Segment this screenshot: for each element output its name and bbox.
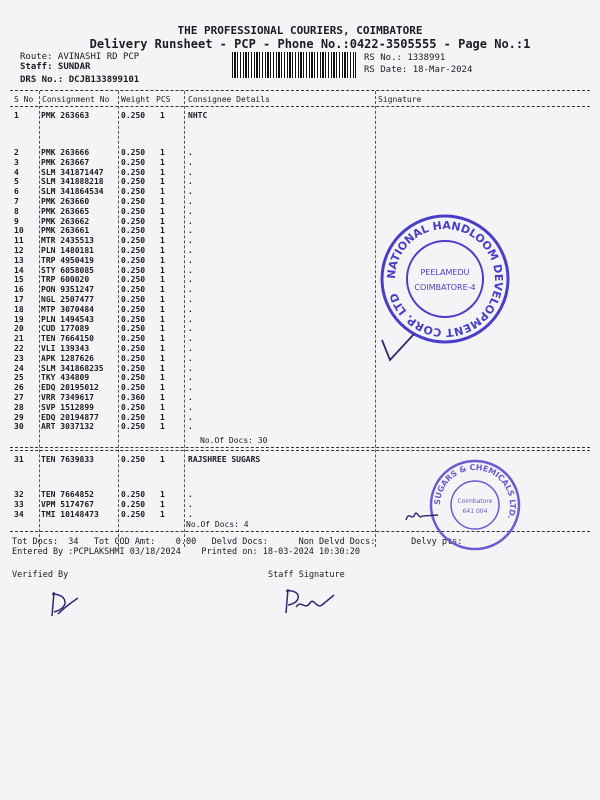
cell-pcs: 1 xyxy=(160,402,165,412)
cell-pcs: 1 xyxy=(160,236,165,246)
cell-consignment: APK 1287626 xyxy=(41,353,94,363)
cell-pcs: 1 xyxy=(160,393,165,402)
cell-consignment: PON 9351247 xyxy=(41,285,94,295)
cell-weight: 0.250 xyxy=(121,226,146,236)
cell-sno: 5 xyxy=(14,177,19,187)
cell-consignee: . xyxy=(188,236,193,246)
cell-sno: 24 xyxy=(14,363,24,373)
cell-consignment: PMK 263666 xyxy=(41,148,90,157)
cell-pcs: 1 xyxy=(160,111,165,120)
cell-sno: 33 xyxy=(14,500,24,509)
cell-pcs: 1 xyxy=(160,216,165,226)
cell-consignee: . xyxy=(188,265,193,275)
cell-pcs: 1 xyxy=(160,304,165,314)
cell-weight: 0.250 xyxy=(121,373,146,383)
cell-pcs: 1 xyxy=(160,412,165,422)
cell-sno: 31 xyxy=(14,455,24,464)
col-consignment: Consignment No xyxy=(42,95,110,104)
cell-pcs: 1 xyxy=(160,295,165,304)
cell-pcs: 1 xyxy=(160,383,165,393)
cell-pcs: 1 xyxy=(160,246,165,255)
cell-sno: 34 xyxy=(14,510,24,519)
cell-consignee: . xyxy=(188,255,193,265)
cell-consignment: PMK 263661 xyxy=(41,226,90,236)
cell-pcs: 1 xyxy=(160,334,165,344)
cell-consignment: PLN 1480181 xyxy=(41,246,94,255)
cell-sno: 3 xyxy=(14,157,19,167)
staff-signature xyxy=(280,585,338,617)
divider xyxy=(10,447,590,448)
checkmark-signature xyxy=(378,330,418,366)
cell-sno: 23 xyxy=(14,353,24,363)
cell-consignee: . xyxy=(188,167,193,177)
col-signature: Signature xyxy=(378,95,422,104)
cell-consignment: PMK 263662 xyxy=(41,216,90,226)
cell-weight: 0.250 xyxy=(121,246,146,255)
cell-sno: 21 xyxy=(14,334,24,344)
cell-pcs: 1 xyxy=(160,344,165,353)
cell-sno: 26 xyxy=(14,383,24,393)
cell-sno: 25 xyxy=(14,373,24,383)
cell-sno: 28 xyxy=(14,402,24,412)
cell-sno: 30 xyxy=(14,422,24,432)
cell-pcs: 1 xyxy=(160,265,165,275)
cell-weight: 0.250 xyxy=(121,236,146,246)
cell-consignment: TKY 434809 xyxy=(41,373,90,383)
cell-pcs: 1 xyxy=(160,324,165,334)
cell-sno: 14 xyxy=(14,265,24,275)
cell-sno: 27 xyxy=(14,393,24,402)
cell-pcs: 1 xyxy=(160,255,165,265)
cell-consignment: TMI 10148473 xyxy=(41,510,99,519)
cell-consignee: . xyxy=(188,412,193,422)
cell-consignment: PMK 263660 xyxy=(41,197,90,206)
sugars-chemicals-stamp xyxy=(428,458,522,552)
staff-signature-label: Staff Signature xyxy=(268,570,345,580)
cell-weight: 0.250 xyxy=(121,148,146,157)
cell-weight: 0.360 xyxy=(121,393,146,402)
company-name: THE PROFESSIONAL COURIERS, COIMBATORE xyxy=(177,24,423,37)
cell-consignee: . xyxy=(188,324,193,334)
cell-consignment: TEN 7664852 xyxy=(41,490,94,499)
column-rule xyxy=(118,91,119,547)
svg-text:NATIONAL HANDLOOM DEVELOPMENT: NATIONAL HANDLOOM DEVELOPMENT CORP. LTD xyxy=(384,218,506,340)
cell-weight: 0.250 xyxy=(121,334,146,344)
cell-consignment: SLM 341864534 xyxy=(41,187,104,197)
cell-consignment: STY 6058085 xyxy=(41,265,94,275)
cell-weight: 0.250 xyxy=(121,255,146,265)
cell-pcs: 1 xyxy=(160,422,165,432)
cell-pcs: 1 xyxy=(160,197,165,206)
cell-consignment: SLM 341871447 xyxy=(41,167,104,177)
cell-weight: 0.250 xyxy=(121,383,146,393)
svg-text:COIMBATORE-4: COIMBATORE-4 xyxy=(414,283,476,292)
cell-consignee: . xyxy=(188,246,193,255)
cell-consignee: . xyxy=(188,314,193,324)
cell-weight: 0.250 xyxy=(121,344,146,353)
cell-consignment: PMK 263665 xyxy=(41,206,90,216)
col-sno: S No xyxy=(14,95,34,104)
entered-by-line: Entered By :PCPLAKSHMI 03/18/2024 Printed on: 18-03-2024 10:30:20 xyxy=(12,547,360,557)
cell-consignment: VRR 7349617 xyxy=(41,393,94,402)
cell-consignment: EDQ 20195012 xyxy=(41,383,99,393)
svg-text:PEELAMEDU: PEELAMEDU xyxy=(420,268,470,277)
cell-sno: 17 xyxy=(14,295,24,304)
cell-pcs: 1 xyxy=(160,226,165,236)
cell-pcs: 1 xyxy=(160,285,165,295)
cell-pcs: 1 xyxy=(160,206,165,216)
cell-consignee: . xyxy=(188,226,193,236)
receiver-signature xyxy=(404,504,440,526)
cell-sno: 15 xyxy=(14,275,24,285)
cell-weight: 0.250 xyxy=(121,422,146,432)
cell-sno: 12 xyxy=(14,246,24,255)
cell-consignee: . xyxy=(188,363,193,373)
cell-consignee: . xyxy=(188,383,193,393)
cell-sno: 6 xyxy=(14,187,19,197)
cell-consignment: SLM 341888218 xyxy=(41,177,104,187)
cell-weight: 0.250 xyxy=(121,490,146,499)
divider xyxy=(10,90,590,91)
cell-sno: 20 xyxy=(14,324,24,334)
svg-text:Coimbatore: Coimbatore xyxy=(457,498,493,505)
cell-sno: 2 xyxy=(14,148,19,157)
group2-docs-count: No.Of Docs: 4 xyxy=(186,520,249,529)
cell-consignee: . xyxy=(188,187,193,197)
cell-consignee: . xyxy=(188,275,193,285)
cell-weight: 0.250 xyxy=(121,455,146,464)
cell-pcs: 1 xyxy=(160,187,165,197)
cell-consignee: . xyxy=(188,510,193,519)
cell-weight: 0.250 xyxy=(121,402,146,412)
cell-pcs: 1 xyxy=(160,373,165,383)
cell-sno: 11 xyxy=(14,236,24,246)
cell-weight: 0.250 xyxy=(121,353,146,363)
svg-text:SUGARS & CHEMICALS LTD.: SUGARS & CHEMICALS LTD. xyxy=(432,462,518,521)
cell-consignment: TRP 4950419 xyxy=(41,255,94,265)
cell-weight: 0.250 xyxy=(121,177,146,187)
cell-sno: 29 xyxy=(14,412,24,422)
cell-consignee: . xyxy=(188,393,193,402)
handloom-corp-stamp xyxy=(378,212,512,346)
cell-pcs: 1 xyxy=(160,510,165,519)
cell-consignment: TRP 600020 xyxy=(41,275,90,285)
cell-consignment: EDQ 20194877 xyxy=(41,412,99,422)
cell-sno: 19 xyxy=(14,314,24,324)
cell-weight: 0.250 xyxy=(121,295,146,304)
route: Route: AVINASHI RD PCP xyxy=(20,52,140,62)
cell-weight: 0.250 xyxy=(121,275,146,285)
cell-sno: 8 xyxy=(14,206,19,216)
column-rule xyxy=(39,91,40,547)
cell-weight: 0.250 xyxy=(121,167,146,177)
cell-consignment: TEN 7639833 xyxy=(41,455,94,464)
cell-consignee: . xyxy=(188,295,193,304)
cell-weight: 0.250 xyxy=(121,324,146,334)
cell-weight: 0.250 xyxy=(121,111,146,120)
cell-pcs: 1 xyxy=(160,275,165,285)
group1-docs-count: No.Of Docs: 30 xyxy=(200,436,268,445)
cell-weight: 0.250 xyxy=(121,265,146,275)
cell-consignee: . xyxy=(188,402,193,412)
cell-consignee: . xyxy=(188,353,193,363)
cell-consignee: . xyxy=(188,334,193,344)
cell-consignee: NHTC xyxy=(188,111,208,120)
cell-consignment: SVP 1512899 xyxy=(41,402,94,412)
cell-pcs: 1 xyxy=(160,314,165,324)
sheet-title: Delivery Runsheet - PCP - Phone No.:0422-3505555 - Page No.:1 xyxy=(89,37,531,51)
cell-consignment: PLN 1494543 xyxy=(41,314,94,324)
divider xyxy=(10,450,590,451)
cell-pcs: 1 xyxy=(160,353,165,363)
cell-consignee: . xyxy=(188,500,193,509)
cell-weight: 0.250 xyxy=(121,314,146,324)
cell-consignment: MTP 3070484 xyxy=(41,304,94,314)
cell-sno: 7 xyxy=(14,197,19,206)
cell-consignee: . xyxy=(188,148,193,157)
cell-consignment: SLM 341868235 xyxy=(41,363,104,373)
cell-consignment: TEN 7664150 xyxy=(41,334,94,344)
cell-sno: 16 xyxy=(14,285,24,295)
cell-pcs: 1 xyxy=(160,363,165,373)
divider xyxy=(10,106,590,107)
cell-pcs: 1 xyxy=(160,177,165,187)
cell-consignment: ART 3037132 xyxy=(41,422,94,432)
cell-consignment: PMK 263667 xyxy=(41,157,90,167)
cell-consignment: MTR 2435513 xyxy=(41,236,94,246)
cell-pcs: 1 xyxy=(160,157,165,167)
staff: Staff: SUNDAR xyxy=(20,62,91,72)
cell-weight: 0.250 xyxy=(121,412,146,422)
cell-consignee: . xyxy=(188,177,193,187)
column-rule xyxy=(184,91,185,547)
totals-line: Tot Docs: 34 Tot COD Amt: 0.00 Delvd Docs: Non Delvd Docs: Delvy pts: xyxy=(12,537,463,547)
cell-pcs: 1 xyxy=(160,167,165,177)
cell-consignee: RAJSHREE SUGARS xyxy=(188,455,261,464)
cell-weight: 0.250 xyxy=(121,216,146,226)
cell-consignee: . xyxy=(188,373,193,383)
cell-consignee: . xyxy=(188,197,193,206)
cell-consignee: . xyxy=(188,216,193,226)
verified-by-label: Verified By xyxy=(12,570,69,580)
cell-weight: 0.250 xyxy=(121,510,146,519)
cell-weight: 0.250 xyxy=(121,206,146,216)
rs-date: RS Date: 18-Mar-2024 xyxy=(364,65,473,75)
cell-pcs: 1 xyxy=(160,455,165,464)
cell-weight: 0.250 xyxy=(121,197,146,206)
col-consignee: Consignee Details xyxy=(188,95,270,104)
col-pcs: PCS xyxy=(156,95,171,104)
col-weight: Weight xyxy=(121,95,150,104)
cell-sno: 4 xyxy=(14,167,19,177)
cell-consignee: . xyxy=(188,344,193,353)
cell-consignment: PMK 263663 xyxy=(41,111,90,120)
cell-sno: 10 xyxy=(14,226,24,236)
cell-sno: 1 xyxy=(14,111,19,120)
cell-consignee: . xyxy=(188,304,193,314)
cell-sno: 32 xyxy=(14,490,24,499)
svg-text:641 004: 641 004 xyxy=(462,508,488,515)
column-rule xyxy=(375,91,376,547)
cell-pcs: 1 xyxy=(160,490,165,499)
cell-consignment: CUD 177089 xyxy=(41,324,90,334)
cell-weight: 0.250 xyxy=(121,157,146,167)
cell-consignment: VPM 5174767 xyxy=(41,500,94,509)
cell-weight: 0.250 xyxy=(121,304,146,314)
cell-weight: 0.250 xyxy=(121,187,146,197)
cell-weight: 0.250 xyxy=(121,363,146,373)
verifier-signature xyxy=(44,588,84,620)
cell-pcs: 1 xyxy=(160,500,165,509)
cell-sno: 13 xyxy=(14,255,24,265)
cell-pcs: 1 xyxy=(160,148,165,157)
rs-number: RS No.: 1338991 xyxy=(364,53,446,63)
cell-consignment: VLI 139343 xyxy=(41,344,90,353)
drs-number: DRS No.: DCJB133899101 xyxy=(20,75,140,85)
cell-consignee: . xyxy=(188,422,193,432)
cell-consignee: . xyxy=(188,206,193,216)
cell-sno: 9 xyxy=(14,216,19,226)
cell-consignee: . xyxy=(188,157,193,167)
cell-sno: 22 xyxy=(14,344,24,353)
cell-sno: 18 xyxy=(14,304,24,314)
cell-consignee: . xyxy=(188,490,193,499)
cell-consignee: . xyxy=(188,285,193,295)
cell-weight: 0.250 xyxy=(121,285,146,295)
cell-weight: 0.250 xyxy=(121,500,146,509)
cell-consignment: NGL 2507477 xyxy=(41,295,94,304)
barcode xyxy=(232,52,356,78)
